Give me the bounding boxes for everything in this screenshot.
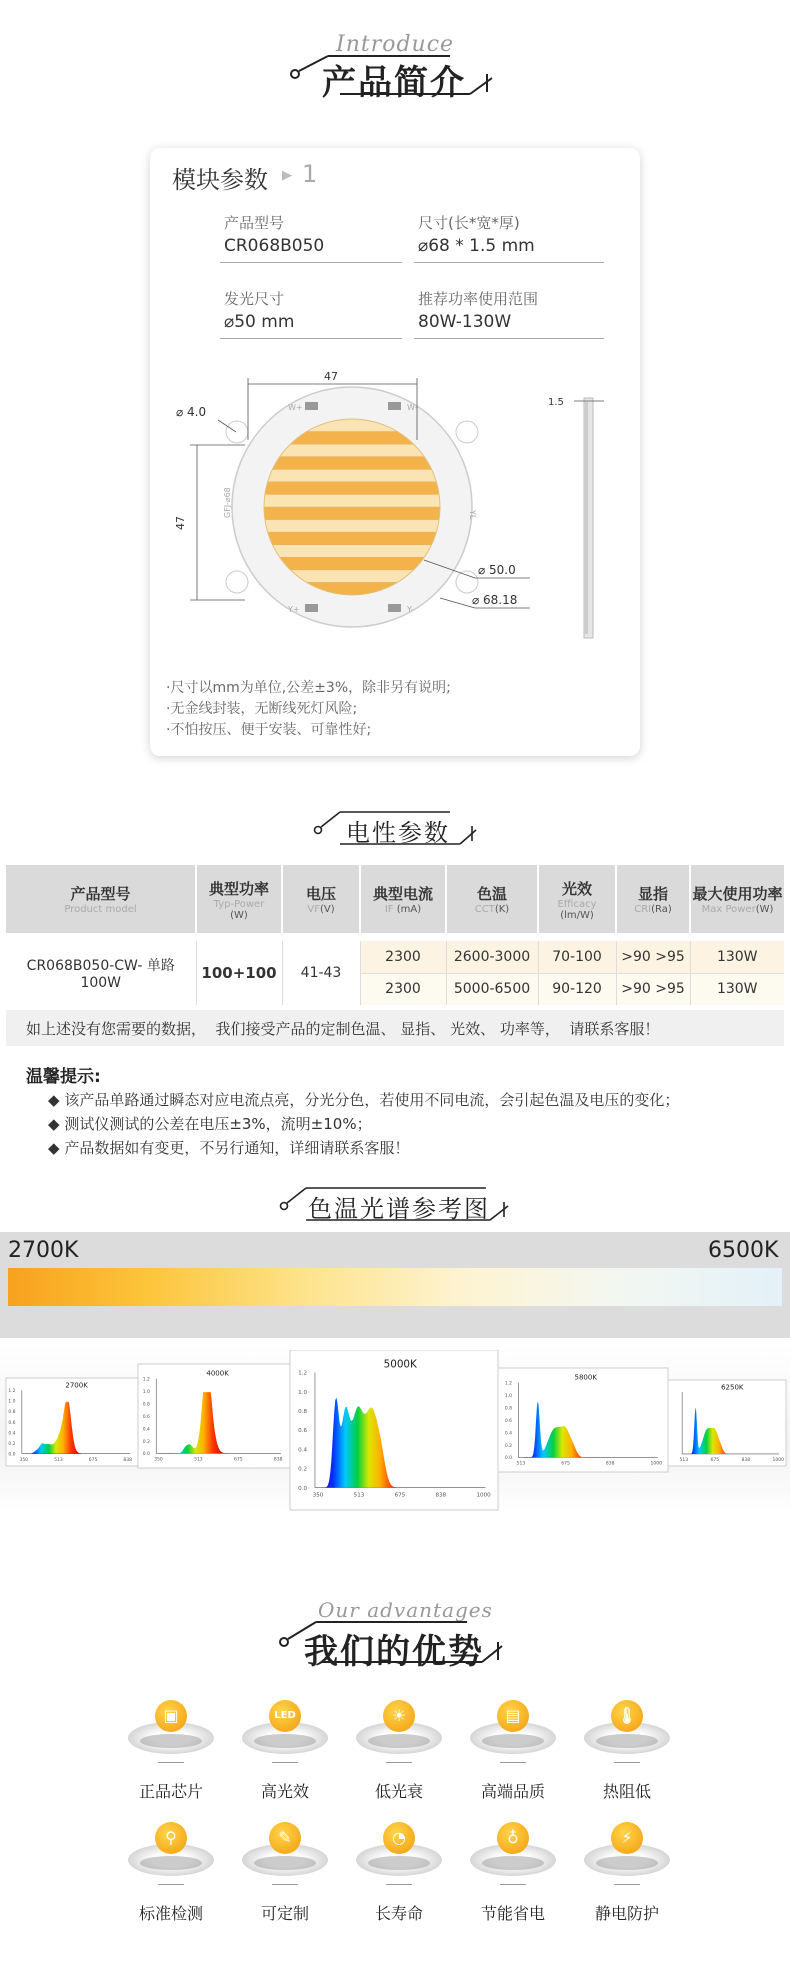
spectrum-ytick: 0.0 xyxy=(142,1452,150,1458)
advantage-label: 节能省电 xyxy=(480,1904,545,1923)
spec-current: 2300 xyxy=(360,941,446,973)
cct-gradient-bar xyxy=(8,1268,782,1306)
spectrum-ytick: 0.8 xyxy=(142,1402,150,1408)
spec-header: 色温 CCT(K) xyxy=(446,865,538,933)
thermometer-icon: 🌡 xyxy=(584,1700,670,1754)
spectrum-chart-5000K xyxy=(290,1350,498,1510)
custom-icon: ✎ xyxy=(242,1822,328,1876)
spec-header: 典型功率 Typ-Power (W) xyxy=(196,865,282,933)
param-underline xyxy=(220,262,402,263)
advantage-item xyxy=(344,1700,454,1802)
spectrum-xtick: 513 xyxy=(353,1492,365,1499)
module-arrow-icon: ▶ xyxy=(282,168,292,183)
spectrum-ytick: 0.6 xyxy=(142,1414,150,1420)
spectrum-xtick: 675 xyxy=(394,1492,406,1499)
spectrum-ytick: 0.0 xyxy=(8,1452,16,1458)
custom-note: 如上述没有您需要的数据， 我们接受产品的定制色温、 显指、 光效、 功率等， 请联系客服！ xyxy=(26,1020,660,1038)
spectrum-xtick: 350 xyxy=(19,1457,29,1463)
les-stripe xyxy=(260,532,444,545)
spectrum-chart-6250K xyxy=(668,1380,786,1466)
param-label-les: 发光尺寸 xyxy=(224,290,285,308)
spectrum-xtick: 838 xyxy=(605,1461,615,1467)
spectrum-ytick: 0.2 xyxy=(298,1466,308,1473)
advantage-label: 长寿命 xyxy=(374,1904,423,1923)
lifespan-icon: ◔ xyxy=(356,1822,442,1876)
spectrum-xtick: 1000 xyxy=(476,1492,491,1499)
spec-cct: 2600-3000 xyxy=(446,941,538,973)
spectrum-xtick: 350 xyxy=(312,1492,324,1499)
advantage-item xyxy=(230,1700,340,1802)
cct-left-label: 2700K xyxy=(8,1238,79,1263)
spectrum-ytick: 1.0 xyxy=(8,1399,16,1405)
spec-current: 2300 xyxy=(360,973,446,1005)
spec-max: 130W xyxy=(690,941,784,973)
spectrum-ytick: 0.2 xyxy=(504,1443,513,1449)
spectrum-xtick: 513 xyxy=(194,1457,203,1463)
spectrum-xtick: 838 xyxy=(435,1492,447,1499)
spectrum-xtick: 838 xyxy=(123,1457,133,1463)
cct-right-label: 6500K xyxy=(708,1238,779,1263)
pad-label: Y- xyxy=(407,605,414,614)
spectrum-ytick: 0.2 xyxy=(8,1441,16,1447)
advantage-label: 热阻低 xyxy=(602,1782,651,1801)
param-value-size: ⌀68 * 1.5 mm xyxy=(418,236,535,256)
spectrum-xtick: 513 xyxy=(54,1457,63,1463)
chip-icon: ▣ xyxy=(128,1700,214,1754)
spectrum-ytick: 1.2 xyxy=(142,1377,150,1383)
advantage-label: 高光效 xyxy=(260,1782,309,1801)
advantage-item xyxy=(572,1822,682,1924)
param-value-les: ⌀50 mm xyxy=(224,312,295,332)
advantages-title: 我们的优势 xyxy=(304,1632,484,1672)
spectrum-ytick: 0.8 xyxy=(504,1406,513,1412)
advantage-item xyxy=(458,1822,568,1924)
spectrum-chart-title: 5000K xyxy=(383,1358,417,1371)
spectrum-chart-title: 6250K xyxy=(721,1383,744,1392)
cob-drawing xyxy=(170,370,630,660)
spectrum-ytick: 1.2 xyxy=(298,1370,308,1377)
les-stripe xyxy=(260,520,444,533)
spectrum-chart-frame xyxy=(498,1368,668,1472)
spectrum-xtick: 838 xyxy=(273,1457,283,1463)
spectrum-ytick: 0.4 xyxy=(8,1431,16,1437)
tip-item: ◆ 该产品单路通过瞬态对应电流点亮，分光分色，若使用不同电流，会引起色温及电压的变化； xyxy=(48,1091,680,1109)
quality-icon: ▤ xyxy=(470,1700,556,1754)
spec-header: 最大使用功率 Max Power(W) xyxy=(690,865,784,933)
intro-script: Introduce xyxy=(336,32,455,57)
pad-label: W- xyxy=(407,403,418,412)
inspect-icon: ⚲ xyxy=(128,1822,214,1876)
dim-outer: ⌀ 68.18 xyxy=(472,593,518,607)
spec-header: 显指 CRI(Ra) xyxy=(616,865,690,933)
spectrum-xtick: 838 xyxy=(741,1458,751,1464)
spectrum-xtick: 675 xyxy=(710,1458,720,1464)
spectrum-xtick: 513 xyxy=(679,1458,689,1464)
module-title: 模块参数 xyxy=(172,166,268,194)
param-value-power: 80W-130W xyxy=(418,312,512,332)
spectrum-ytick: 0.2 xyxy=(142,1439,150,1445)
spec-efficacy: 90-120 xyxy=(538,973,616,1005)
spec-cri: >90 >95 xyxy=(616,973,690,1005)
led-icon: LED xyxy=(242,1700,328,1754)
dim-thickness: 1.5 xyxy=(548,397,564,408)
spectrum-charts xyxy=(0,1350,790,1518)
les-stripe xyxy=(260,494,444,507)
spec-voltage: 41-43 xyxy=(282,941,360,1005)
param-underline xyxy=(414,338,604,339)
module-note: ·尺寸以mm为单位,公差±3%，除非另有说明; xyxy=(166,680,451,696)
advantage-label: 高端品质 xyxy=(480,1782,545,1801)
intro-title: 产品简介 xyxy=(322,63,466,103)
spec-table xyxy=(6,865,784,1005)
spectrum-xtick: 1000 xyxy=(772,1458,784,1464)
advantage-item xyxy=(116,1700,226,1802)
spectrum-chart-5800K xyxy=(498,1368,668,1472)
tip-item: ◆ 产品数据如有变更，不另行通知，详细请联系客服！ xyxy=(48,1139,410,1157)
board-marking: YL xyxy=(468,510,477,520)
spec-cri: >90 >95 xyxy=(616,941,690,973)
advantage-label: 正品芯片 xyxy=(138,1782,203,1801)
spec-cct: 5000-6500 xyxy=(446,973,538,1005)
spectrum-ytick: 0.4 xyxy=(142,1427,150,1433)
param-label-model: 产品型号 xyxy=(224,214,285,232)
spec-header: 光效 Efficacy (lm/W) xyxy=(538,865,616,933)
advantage-item xyxy=(458,1700,568,1802)
spectrum-xtick: 675 xyxy=(561,1461,570,1467)
pad-label: W+ xyxy=(288,403,303,412)
spectrum-xtick: 675 xyxy=(233,1457,243,1463)
spectrum-ytick: 0.0 xyxy=(298,1485,308,1492)
spectrum-ytick: 1.0 xyxy=(142,1389,150,1395)
spectrum-ytick: 1.2 xyxy=(8,1389,16,1395)
spectrum-ytick: 0.8 xyxy=(298,1409,308,1416)
advantage-item xyxy=(572,1700,682,1802)
spectrum-chart-title: 2700K xyxy=(65,1381,88,1390)
advantage-item xyxy=(230,1822,340,1924)
dim-inner: ⌀ 50.0 xyxy=(478,563,516,577)
electrical-title: 电性参数 xyxy=(346,819,450,847)
module-note: ·不怕按压、便于安装、可靠性好; xyxy=(166,722,372,738)
spectrum-xtick: 675 xyxy=(88,1457,98,1463)
dim-top: 47 xyxy=(324,370,338,383)
spectrum-chart-frame xyxy=(290,1350,498,1510)
param-label-power: 推荐功率使用范围 xyxy=(418,290,539,308)
spectrum-chart-4000K xyxy=(138,1364,290,1468)
spectrum-chart-title: 5800K xyxy=(574,1373,597,1382)
les-stripe xyxy=(260,469,444,482)
spec-header: 产品型号 Product model xyxy=(6,865,196,933)
advantage-label: 静电防护 xyxy=(594,1904,659,1923)
param-label-size: 尺寸(长*宽*厚) xyxy=(418,214,520,232)
advantage-item xyxy=(116,1822,226,1924)
les-stripe xyxy=(260,482,444,495)
les-stripe xyxy=(260,507,444,520)
param-underline xyxy=(414,262,604,263)
spec-header: 典型电流 IF (mA) xyxy=(360,865,446,933)
spec-efficacy: 70-100 xyxy=(538,941,616,973)
tip-item: ◆ 测试仪测试的公差在电压±3%，流明±10%； xyxy=(48,1115,372,1133)
bulb-icon: ☀ xyxy=(356,1700,442,1754)
advantage-label: 可定制 xyxy=(260,1904,309,1923)
dim-left: 47 xyxy=(174,516,187,530)
spectrum-xtick: 350 xyxy=(154,1457,163,1463)
param-underline xyxy=(220,338,402,339)
spectrum-title: 色温光谱参考图 xyxy=(308,1195,490,1223)
spectrum-chart-2700K xyxy=(6,1378,138,1466)
spectrum-chart-title: 4000K xyxy=(206,1369,229,1378)
energy-icon: ♁ xyxy=(470,1822,556,1876)
spectrum-ytick: 1.2 xyxy=(504,1381,513,1387)
les-stripe xyxy=(260,545,444,558)
advantage-label: 低光衰 xyxy=(374,1782,423,1801)
pad-label: Y+ xyxy=(288,605,300,614)
spectrum-chart-frame xyxy=(668,1380,786,1466)
module-note: ·无金线封装，无断线死灯风险; xyxy=(166,701,358,717)
spectrum-xtick: 513 xyxy=(516,1461,526,1467)
esd-icon: ⚡ xyxy=(584,1822,670,1876)
spectrum-ytick: 0.6 xyxy=(504,1418,513,1424)
board-marking: GFJ-⌀68 xyxy=(223,487,232,518)
spec-header: 电压 VF(V) xyxy=(282,865,360,933)
spectrum-ytick: 0.8 xyxy=(8,1410,16,1416)
spectrum-ytick: 1.0 xyxy=(504,1393,513,1399)
advantages-script: Our advantages xyxy=(318,1598,493,1622)
spectrum-ytick: 0.4 xyxy=(298,1447,308,1454)
spec-max: 130W xyxy=(690,973,784,1005)
les-stripe xyxy=(260,457,444,470)
spec-power: 100+100 xyxy=(196,941,282,1005)
spec-model: CR068B050-CW- 单路 100W xyxy=(6,941,196,1005)
advantage-label: 标准检测 xyxy=(138,1904,203,1923)
spectrum-ytick: 0.4 xyxy=(504,1431,513,1437)
spectrum-ytick: 1.0 xyxy=(298,1389,308,1396)
spectrum-xtick: 1000 xyxy=(650,1461,662,1467)
tips-title: 温馨提示: xyxy=(26,1067,101,1087)
spectrum-ytick: 0.6 xyxy=(298,1428,308,1435)
spectrum-ytick: 0.6 xyxy=(8,1420,16,1426)
spectrum-ytick: 0.0 xyxy=(504,1456,513,1462)
param-value-model: CR068B050 xyxy=(224,236,325,256)
advantage-item xyxy=(344,1822,454,1924)
dim-hole: ⌀ 4.0 xyxy=(176,405,207,419)
module-index: 1 xyxy=(302,160,318,188)
